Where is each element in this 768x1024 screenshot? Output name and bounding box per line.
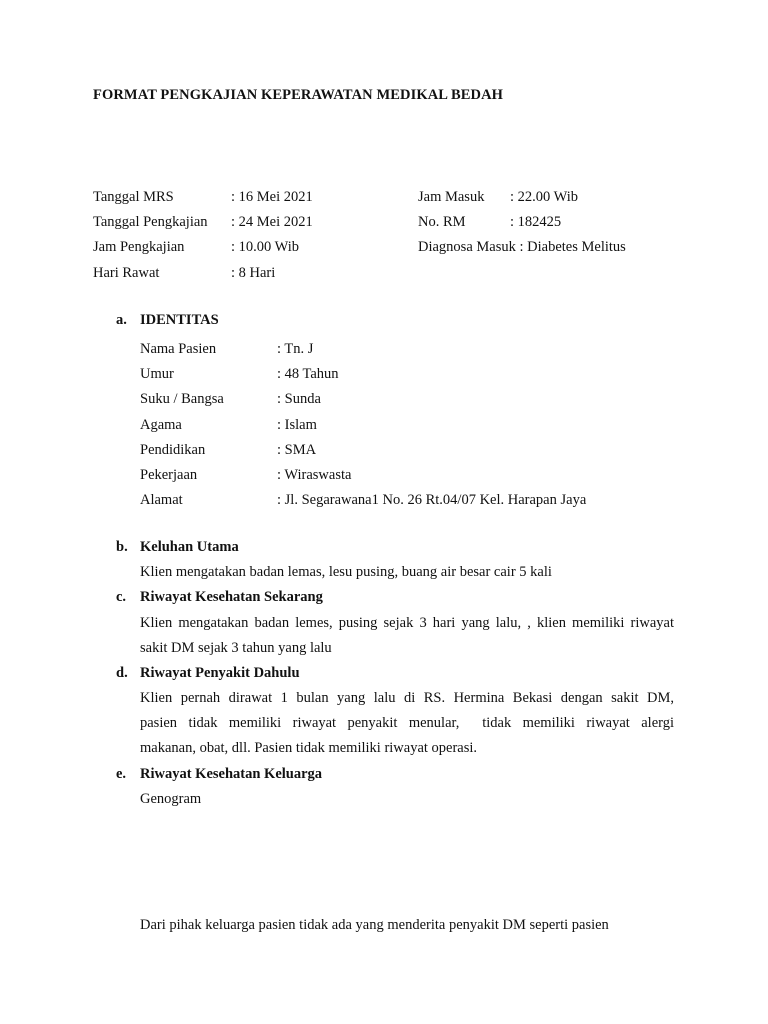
document-title: FORMAT PENGKAJIAN KEPERAWATAN MEDIKAL BEDAH: [93, 87, 504, 103]
identity-key: Pekerjaan: [140, 466, 198, 483]
label-jam-pengkajian: Jam Pengkajian: [93, 239, 185, 256]
identity-key: Agama: [140, 416, 182, 433]
riwayat-dahulu-text: [140, 686, 674, 762]
value-jam-pengkajian: : 10.00 Wib: [231, 239, 300, 256]
paragraph-line: sakit DM sejak 3 tahun yang lalu: [140, 640, 332, 657]
value-no-rm: : 182425: [510, 214, 562, 231]
riwayat-keluarga-text: Dari pihak keluarga pasien tidak ada yang menderita penyakit DM seperti pasien: [140, 917, 609, 933]
paragraph-line: makanan, obat, dll. Pasien tidak memiliki riwayat operasi.: [140, 740, 478, 757]
section-title: Riwayat Kesehatan Keluarga: [140, 766, 323, 782]
identity-key: Pendidikan: [140, 441, 206, 458]
admission-row: [93, 211, 693, 236]
label-tanggal-pengkajian: Tanggal Pengkajian: [93, 214, 208, 231]
identity-value: : Islam: [277, 416, 317, 433]
identity-key: Nama Pasien: [140, 341, 217, 357]
identity-row: [140, 464, 660, 489]
section-letter: a.: [116, 312, 127, 328]
admission-row: [93, 262, 693, 287]
identity-value: : 48 Tahun: [277, 366, 339, 383]
value-hari-rawat: : 8 Hari: [231, 264, 276, 281]
identity-row: [140, 388, 660, 413]
admission-info: [93, 186, 693, 287]
identity-key: Umur: [140, 366, 174, 383]
identity-key: Suku / Bangsa: [140, 391, 224, 408]
identity-row: [140, 439, 660, 464]
label-no-rm: No. RM: [418, 214, 466, 231]
value-tanggal-pengkajian: : 24 Mei 2021: [231, 214, 313, 231]
section-letter: e.: [116, 766, 127, 782]
section-title: Riwayat Penyakit Dahulu: [140, 665, 300, 681]
section-title: IDENTITAS: [140, 312, 219, 328]
diagnosa-masuk: Diagnosa Masuk : Diabetes Melitus: [418, 239, 626, 256]
identity-row: [140, 489, 660, 514]
identity-table: [140, 338, 660, 514]
section-letter: d.: [116, 665, 128, 681]
label-jam-masuk: Jam Masuk: [418, 189, 485, 205]
label-tanggal-mrs: Tanggal MRS: [93, 189, 174, 205]
identity-row: [140, 363, 660, 388]
riwayat-sekarang-text: [140, 611, 674, 661]
paragraph-line: Klien mengatakan badan lemes, pusing sejak 3 hari yang lalu, , klien memiliki riwayat: [140, 615, 674, 631]
admission-row: [93, 236, 693, 261]
identity-value: : Tn. J: [277, 341, 314, 357]
identity-key: Alamat: [140, 492, 183, 509]
identity-value: : Sunda: [277, 391, 321, 408]
section-title: Keluhan Utama: [140, 539, 239, 555]
admission-row: [93, 186, 693, 211]
section-letter: b.: [116, 539, 128, 555]
section-title: Riwayat Kesehatan Sekarang: [140, 589, 323, 605]
keluhan-utama-text: Klien mengatakan badan lemas, lesu pusing, buang air besar cair 5 kali: [140, 564, 552, 580]
identity-value: : Jl. Segarawana1 No. 26 Rt.04/07 Kel. Harapan Jaya: [277, 492, 587, 509]
identity-value: : SMA: [277, 441, 317, 458]
identity-row: [140, 338, 660, 363]
label-hari-rawat: Hari Rawat: [93, 264, 160, 281]
value-tanggal-mrs: : 16 Mei 2021: [231, 189, 313, 205]
identity-row: [140, 414, 660, 439]
paragraph-line: pasien tidak memiliki riwayat penyakit menular, tidak memiliki riwayat alergi: [140, 715, 674, 732]
paragraph-line: Klien pernah dirawat 1 bulan yang lalu di RS. Hermina Bekasi dengan sakit DM,: [140, 690, 674, 706]
genogram-label: Genogram: [140, 791, 202, 807]
identity-value: : Wiraswasta: [277, 466, 352, 483]
value-jam-masuk: : 22.00 Wib: [510, 189, 579, 205]
section-letter: c.: [116, 589, 127, 605]
